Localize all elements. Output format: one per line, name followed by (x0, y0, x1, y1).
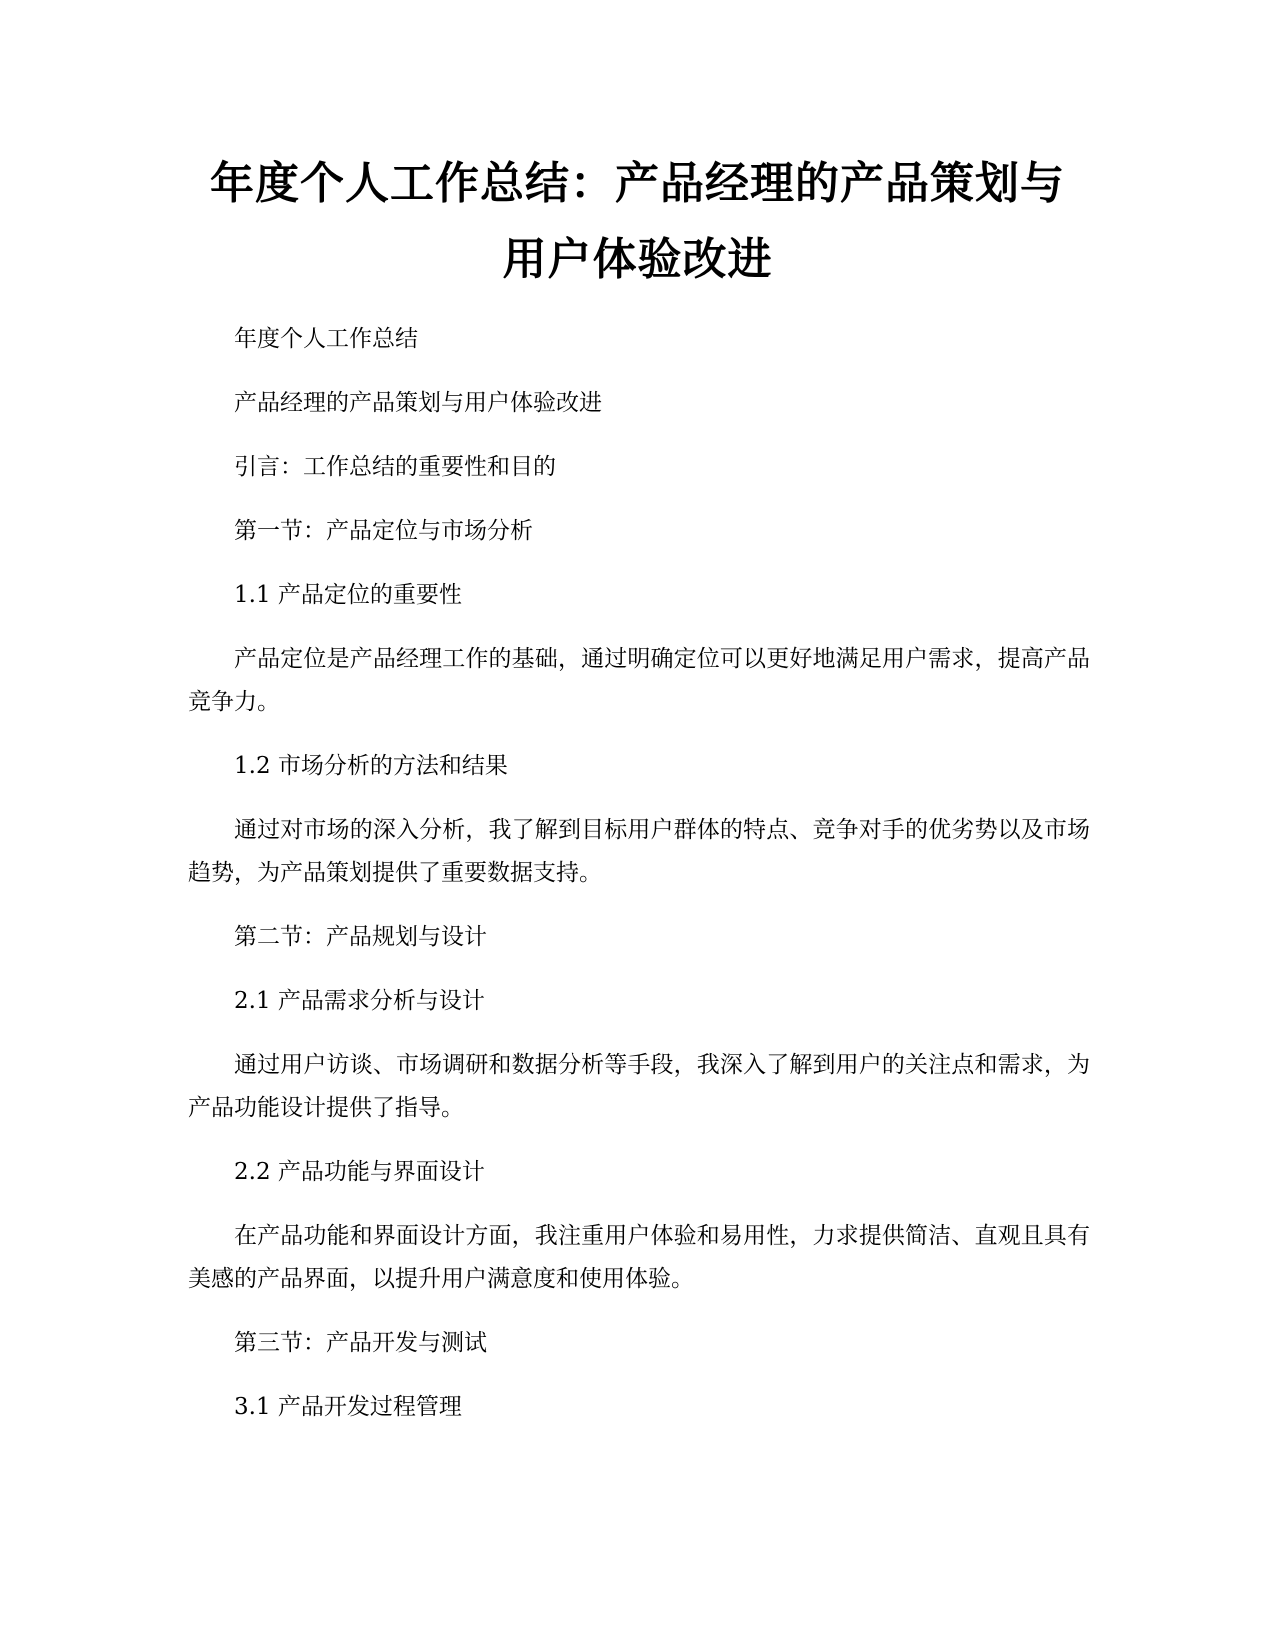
document-title (150, 146, 1125, 298)
subsection-3-1-heading: 3.1 产品开发过程管理 (234, 1394, 462, 1420)
subsection-1-1-text: 产品定位是产品经理工作的基础，通过明确定位可以更好地满足用户需求，提高产品竞争力。 (188, 646, 1090, 715)
title-line-1: 年度个人工作总结：产品经理的产品策划与 (210, 158, 1065, 209)
section-2-heading: 第二节：产品规划与设计 (234, 924, 487, 950)
subsection-2-2-text: 在产品功能和界面设计方面，我注重用户体验和易用性，力求提供简洁、直观且具有美感的产品界面，以提升用户满意度和使用体验。 (188, 1223, 1090, 1292)
title-line-2: 用户体验改进 (502, 234, 773, 285)
paragraph-introduction: 引言：工作总结的重要性和目的 (234, 454, 556, 480)
subsection-2-1-text: 通过用户访谈、市场调研和数据分析等手段，我深入了解到用户的关注点和需求，为产品功能设计提供了指导。 (188, 1052, 1090, 1121)
section-3-heading: 第三节：产品开发与测试 (234, 1330, 487, 1356)
section-1-heading: 第一节：产品定位与市场分析 (234, 518, 533, 544)
paragraph-subtitle: 产品经理的产品策划与用户体验改进 (234, 390, 602, 416)
subsection-1-1-heading: 1.1 产品定位的重要性 (234, 582, 462, 608)
document-body (188, 318, 1090, 1450)
paragraph-summary-label: 年度个人工作总结 (234, 326, 418, 352)
subsection-1-2-heading: 1.2 市场分析的方法和结果 (234, 753, 508, 779)
subsection-2-2-heading: 2.2 产品功能与界面设计 (234, 1159, 485, 1185)
subsection-1-2-text: 通过对市场的深入分析，我了解到目标用户群体的特点、竞争对手的优劣势以及市场趋势，为产品策划提供了重要数据支持。 (188, 817, 1090, 886)
subsection-2-1-heading: 2.1 产品需求分析与设计 (234, 988, 485, 1014)
